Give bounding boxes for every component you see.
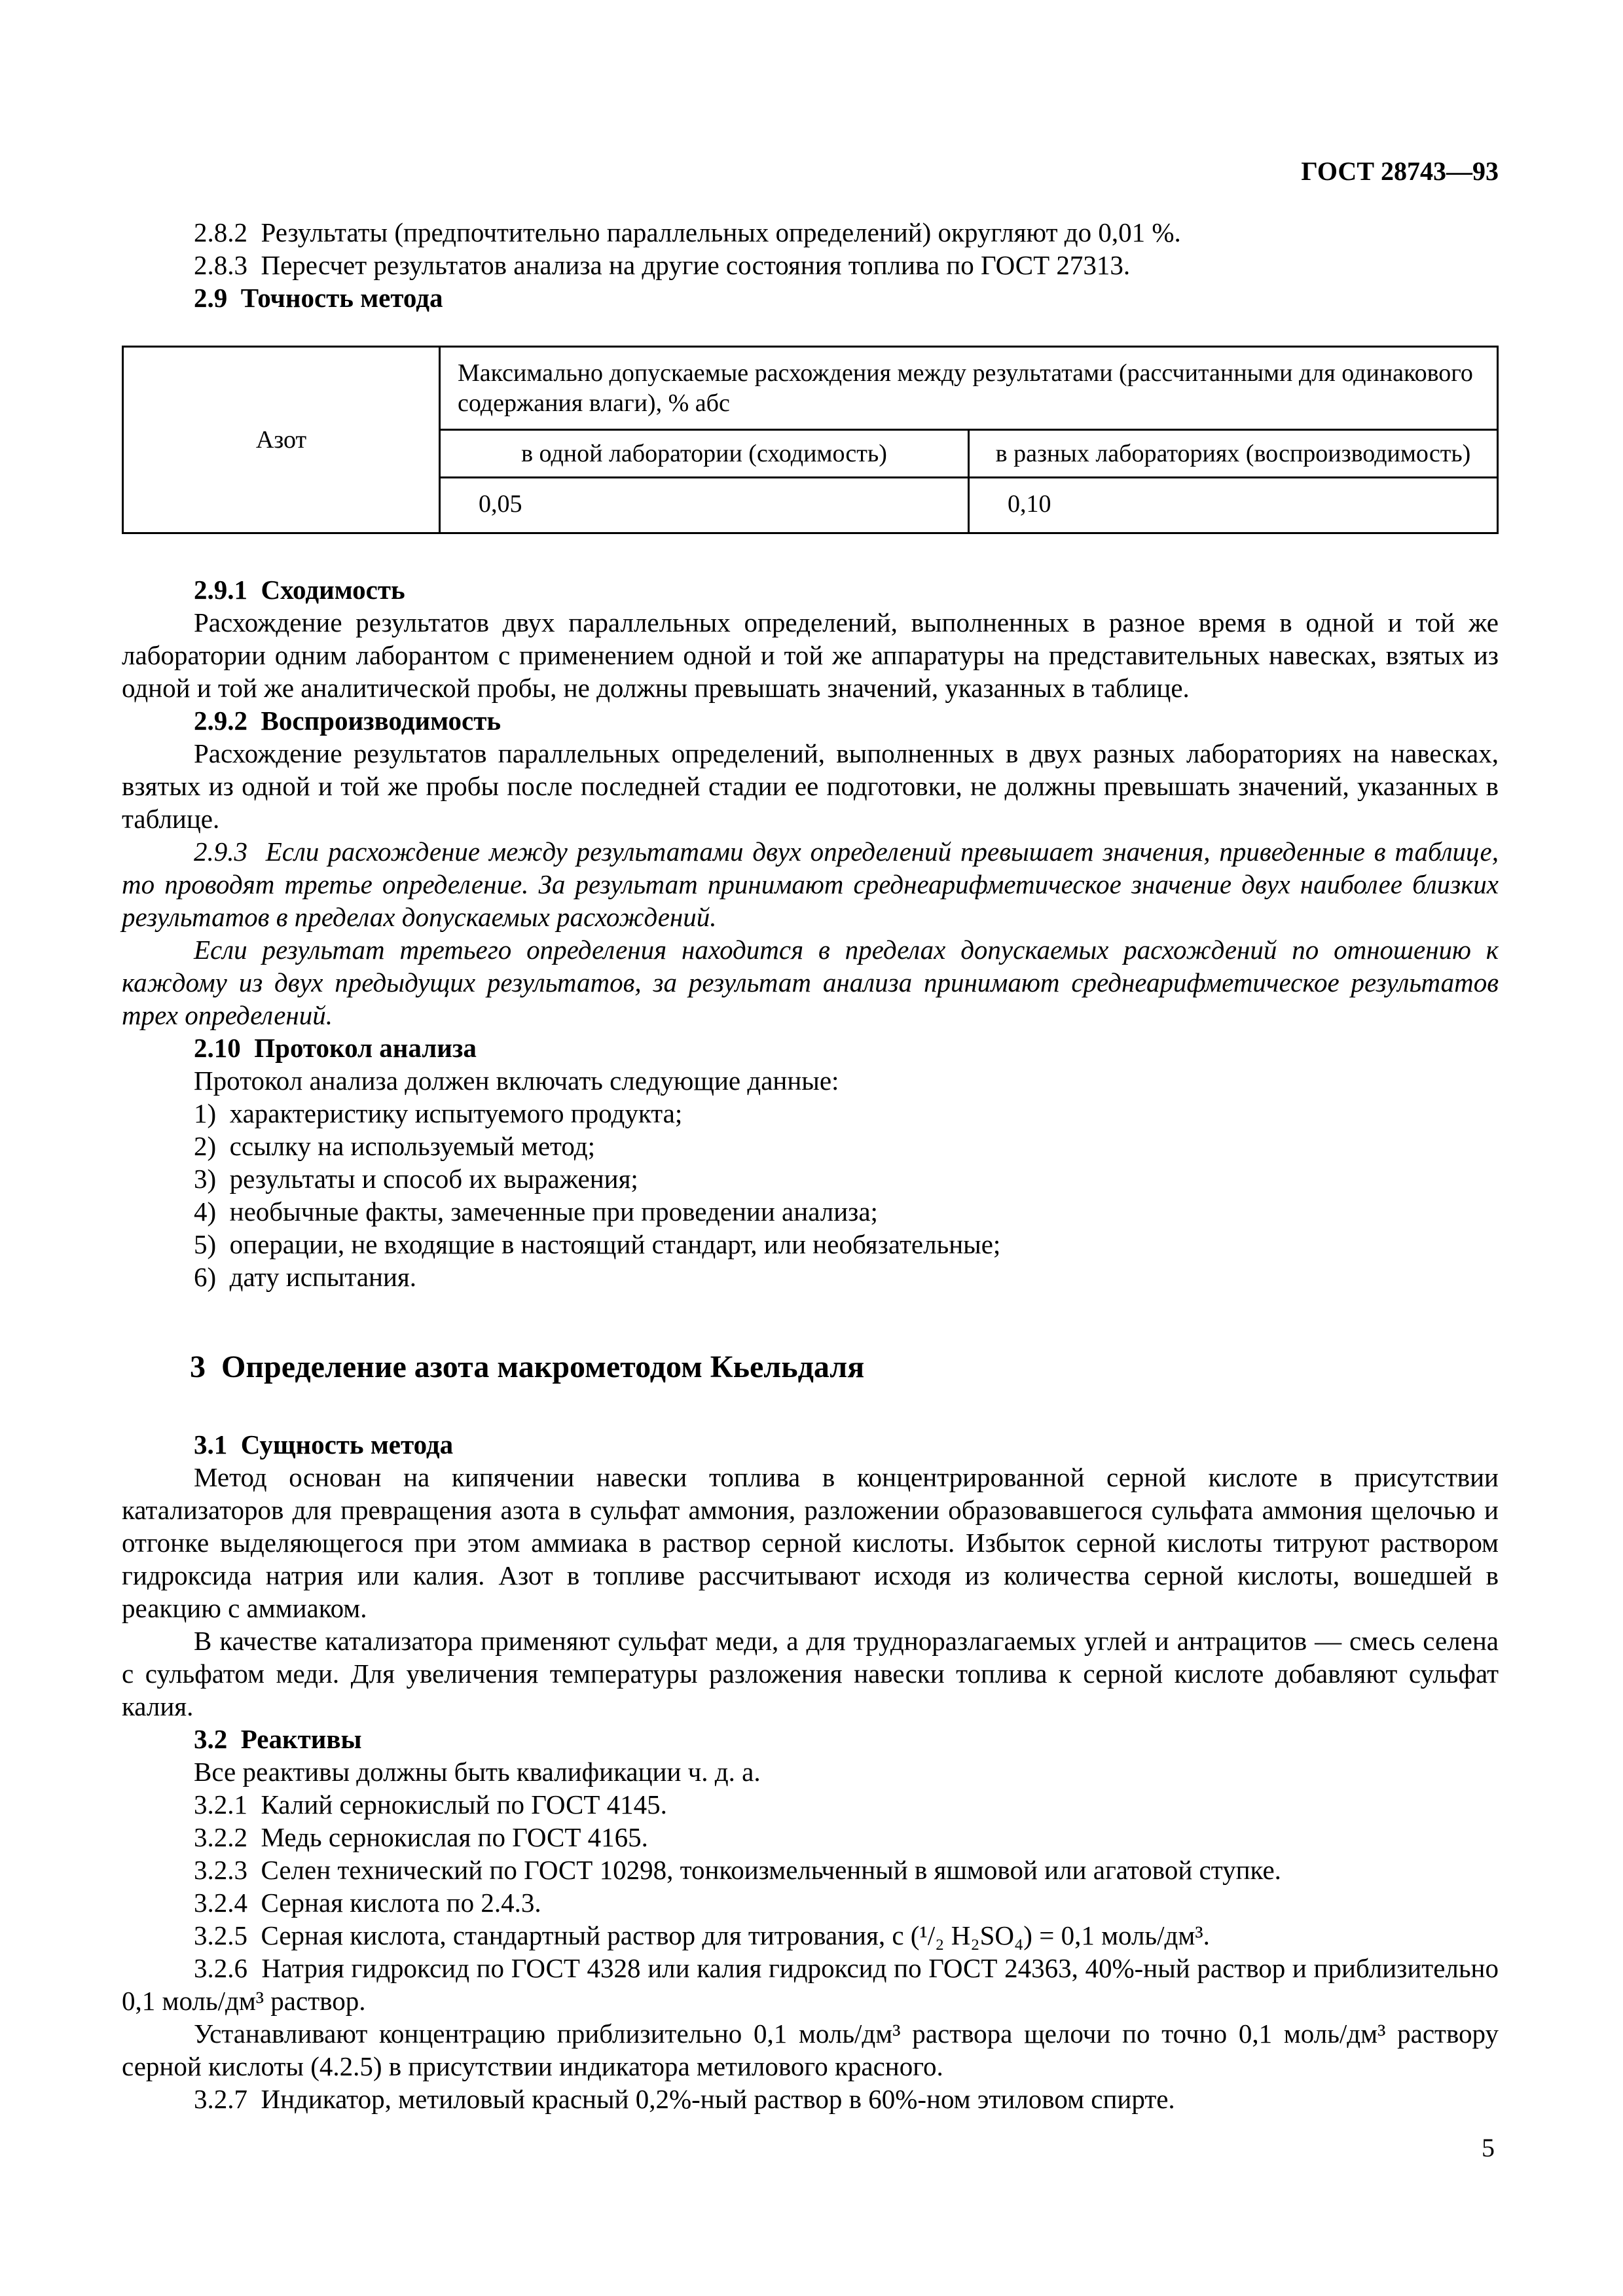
paragraph-3-1-a: Метод основан на кипячении навески топлива в концентрированной серной кислоте в присутствии катализаторов для превращения азота в сульфат аммония, разложении образовавшегося сульфата аммония щелочью и отгонке выделяющегося при этом аммиака в раствор серной кислоты. Избыток серной кислоты титруют раствором гидроксида натрия или калия. Азот в топливе рассчитывают исходя из количества серной кислоты, вошедшей в реакцию с аммиаком. <box>122 1462 1499 1623</box>
list-item-6: 6) дату испытания. <box>194 1262 417 1292</box>
heading-2-10: 2.10 Протокол анализа <box>194 1033 477 1063</box>
list-item-5: 5) операции, не входящие в настоящий стандарт, или необязательные; <box>194 1229 1001 1259</box>
heading-3-2: 3.2 Реактивы <box>194 1724 362 1754</box>
paragraph-3-2-5: 3.2.5 Серная кислота, стандартный раствор для титрования, с (¹/₂ H₂SO₄) = 0,1 моль/дм³. <box>194 1920 1210 1950</box>
list-item-2: 2) ссылку на используемый метод; <box>194 1131 595 1161</box>
paragraph-2-8-3: 2.8.3 Пересчет результатов анализа на другие состояния топлива по ГОСТ 27313. <box>194 250 1131 280</box>
paragraph-3-2-intro: Все реактивы должны быть квалификации ч. д. а. <box>194 1757 761 1787</box>
heading-2-9-2: 2.9.2 Воспроизводимость <box>194 706 501 736</box>
paragraph-3-2-4: 3.2.4 Серная кислота по 2.4.3. <box>194 1888 541 1918</box>
page-content <box>122 216 1499 2115</box>
paragraph-3-2-6-note: Устанавливают концентрацию приблизительно 0,1 моль/дм³ раствора щелочи по точно 0,1 моль/дм³ раствору серной кислоты (4.2.5) в присутствии индикатора метилового красного. <box>122 2018 1499 2081</box>
table-row-1 <box>123 347 1498 430</box>
paragraph-3-2-3: 3.2.3 Селен технический по ГОСТ 10298, тонкоизмельченный в яшмовой или агатовой ступке. <box>194 1855 1281 1885</box>
page-number: 5 <box>1482 2133 1495 2162</box>
table-value-repeatability: 0,05 <box>440 478 969 533</box>
paragraph-2-9-1: Расхождение результатов двух параллельных определений, выполненных в разное время в одной и той же лаборатории одним лаборантом с применением одной и той же аппаратуры на представительных навесках, взятых из одной и той же аналитической пробы, не должны превышать значений, указанных в таблице. <box>122 607 1499 703</box>
table-col-repeatability: в одной лаборатории (сходимость) <box>440 430 969 478</box>
paragraph-3-2-7: 3.2.7 Индикатор, метиловый красный 0,2%-ный раствор в 60%-ном этиловом спирте. <box>194 2084 1175 2114</box>
paragraph-2-8-2: 2.8.2 Результаты (предпочтительно параллельных определений) округляют до 0,01 %. <box>194 217 1181 247</box>
list-item-3: 3) результаты и способ их выражения; <box>194 1164 638 1194</box>
paragraph-3-1-b: В качестве катализатора применяют сульфат меди, а для трудноразлагаемых углей и антрацитов — смесь селена с сульфатом меди. Для увеличения температуры разложения навески топлива к серной кислоте добавляют сульфат калия. <box>122 1626 1499 1721</box>
list-item-1: 1) характеристику испытуемого продукта; <box>194 1098 683 1128</box>
table-span-header: Максимально допускаемые расхождения между результатами (рассчитанными для одинакового содержания влаги), % абс <box>440 347 1498 430</box>
table-row-label: Азот <box>123 347 440 533</box>
table-value-reproducibility: 0,10 <box>969 478 1498 533</box>
list-item-4: 4) необычные факты, замеченные при проведении анализа; <box>194 1196 878 1227</box>
heading-section-3: 3 Определение азота макрометодом Кьельдаля <box>190 1350 865 1384</box>
paragraph-2-10-intro: Протокол анализа должен включать следующие данные: <box>194 1066 839 1096</box>
heading-2-9: 2.9 Точность метода <box>194 283 443 313</box>
paragraph-3-2-6: 3.2.6 Натрия гидроксид по ГОСТ 4328 или калия гидроксид по ГОСТ 24363, 40%-ный раствор и приблизительно 0,1 моль/дм³ раствор. <box>122 1953 1499 2016</box>
heading-2-9-1: 2.9.1 Сходимость <box>194 575 405 605</box>
paragraph-2-9-3-a: 2.9.3 Если расхождение между результатами двух определений превышает значения, приведенные в таблице, то проводят третье определение. За результат принимают среднеарифметическое значение двух наиболее близких результатов в пределах допускаемых расхождений. <box>122 836 1499 932</box>
paragraph-3-2-1: 3.2.1 Калий сернокислый по ГОСТ 4145. <box>194 1789 667 1820</box>
table-col-reproducibility: в разных лабораториях (воспроизводимость) <box>969 430 1498 478</box>
precision-table <box>122 346 1499 534</box>
heading-3-1: 3.1 Сущность метода <box>194 1429 454 1460</box>
paragraph-2-9-2: Расхождение результатов параллельных определений, выполненных в двух разных лабораториях на навесках, взятых из одной и той же пробы после последней стадии ее подготовки, не должны превышать значений, указанных в таблице. <box>122 738 1499 834</box>
paragraph-3-2-2: 3.2.2 Медь сернокислая по ГОСТ 4165. <box>194 1822 648 1852</box>
doc-code-header: ГОСТ 28743—93 <box>1301 156 1499 186</box>
paragraph-2-9-3-b: Если результат третьего определения находится в пределах допускаемых расхождений по отношению к каждому из двух предыдущих результатов, за результат анализа принимают среднеарифметическое результатов трех определений. <box>122 935 1499 1030</box>
